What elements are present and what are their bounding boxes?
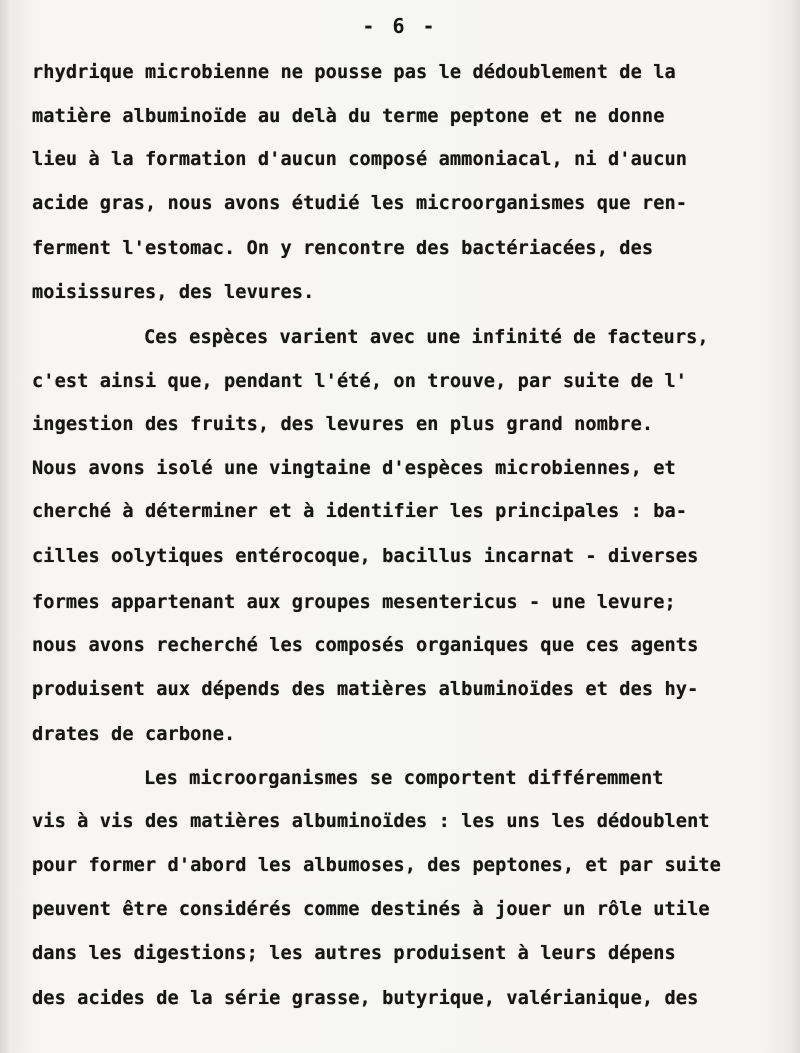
text-line: Les microorganismes se comportent différemment (144, 768, 664, 789)
text-line: produisent aux dépends des matières albuminoïdes et des hy- (32, 679, 699, 700)
text-line: dans les digestions; les autres produisent à leurs dépens (32, 943, 676, 964)
text-line: Ces espèces varient avec une infinité de facteurs, (144, 327, 709, 348)
text-line: c'est ainsi que, pendant l'été, on trouve, par suite de l' (32, 371, 688, 392)
text-line: peuvent être considérés comme destinés à jouer un rôle utile (32, 899, 710, 920)
text-line: cilles oolytiques entérocoque, bacillus incarnat - diverses (32, 546, 699, 567)
text-line: ferment l'estomac. On y rencontre des bactériacées, des (32, 238, 654, 259)
text-line: matière albuminoïde au delà du terme peptone et ne donne (32, 106, 665, 127)
text-line: ingestion des fruits, des levures en plus grand nombre. (32, 414, 654, 435)
text-line: acide gras, nous avons étudié les microorganismes que ren- (32, 193, 688, 214)
text-line: rhydrique microbienne ne pousse pas le dédoublement de la (32, 62, 676, 83)
text-line: drates de carbone. (32, 724, 236, 745)
text-line: formes appartenant aux groupes mesentericus - une levure; (32, 592, 676, 613)
text-line: pour former d'abord les albumoses, des peptones, et par suite (32, 855, 721, 876)
text-line: vis à vis des matières albuminoïdes : les uns les dédoublent (32, 811, 710, 832)
text-line: moisissures, des levures. (32, 282, 315, 303)
page-number: - 6 - (362, 14, 438, 38)
text-line: Nous avons isolé une vingtaine d'espèces microbiennes, et (32, 458, 676, 479)
text-line: cherché à déterminer et à identifier les principales : ba- (32, 501, 688, 522)
text-line: nous avons recherché les composés organiques que ces agents (32, 635, 699, 656)
text-line: des acides de la série grasse, butyrique, valérianique, des (32, 988, 699, 1009)
text-line: lieu à la formation d'aucun composé ammoniacal, ni d'aucun (32, 149, 688, 170)
